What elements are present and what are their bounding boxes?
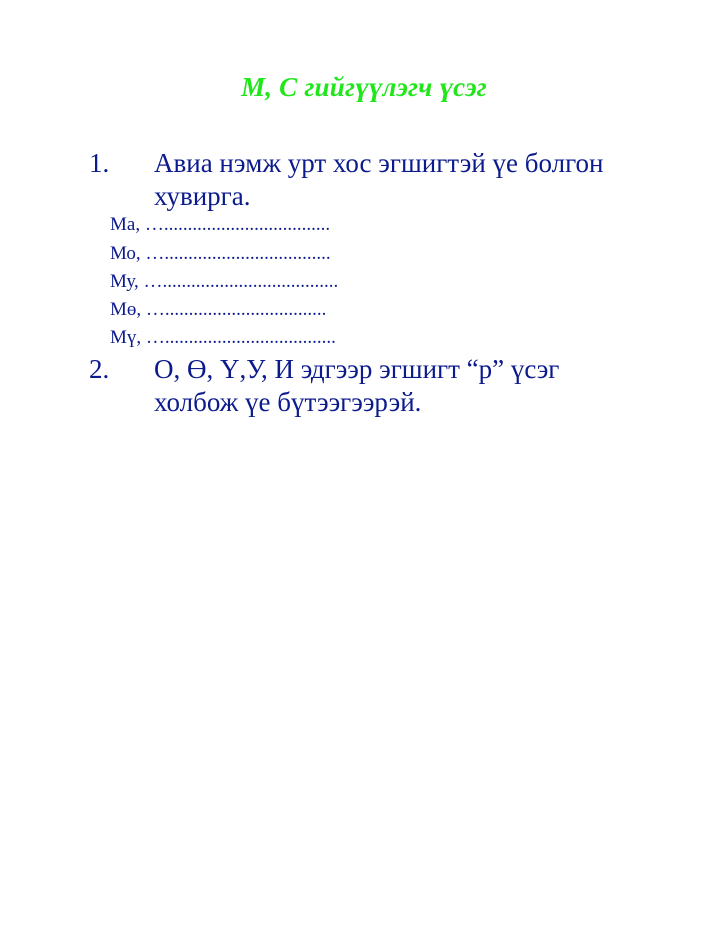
item-text-line: хувирга.: [154, 181, 251, 211]
exercise-line: Ма, …...................................: [110, 214, 331, 235]
page-title: М, С гийгүүлэгч үсэг: [241, 72, 487, 102]
exercise-line: Му, ….....................................: [110, 271, 339, 292]
item-text-line: холбож үе бүтээгээрэй.: [154, 387, 422, 417]
item-text-line: О, Ө, Ү,У, И эдгээр эгшигт “р” үсэг: [154, 354, 560, 384]
exercise-line: Мө, …..................................: [110, 299, 327, 320]
item-number: 1.: [89, 148, 110, 178]
item-text-line: Авиа нэмж урт хос эгшигтэй үе болгон: [154, 148, 604, 178]
item-number: 2.: [89, 354, 110, 384]
exercise-line: Мо, …...................................: [110, 243, 331, 264]
exercise-line: Мү, …....................................: [110, 327, 336, 348]
